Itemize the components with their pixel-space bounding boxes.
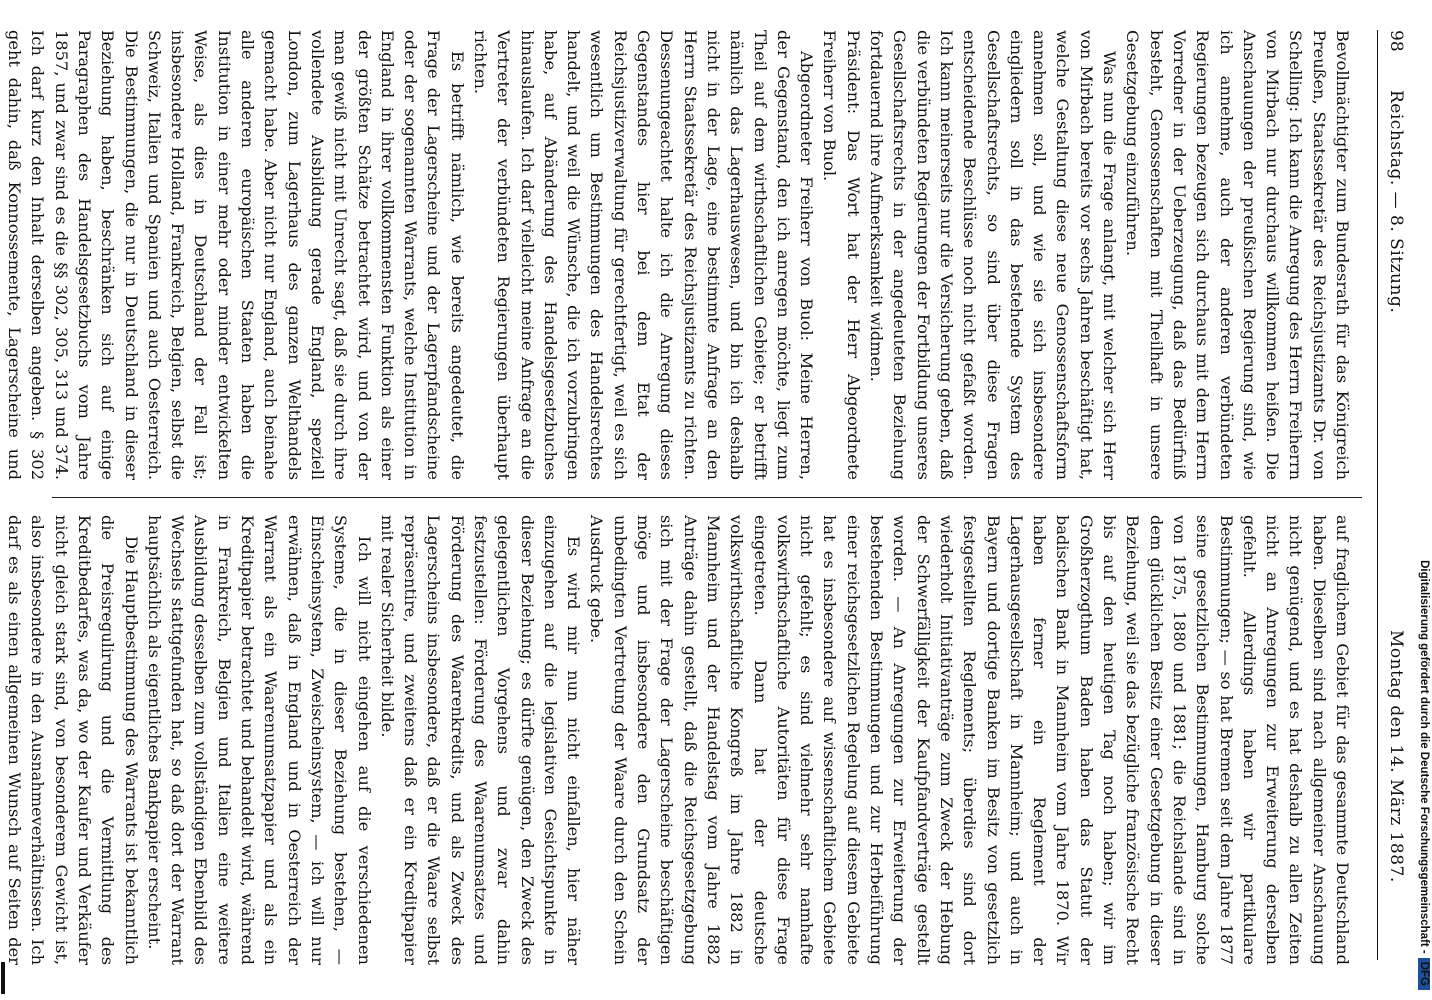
column-divider bbox=[52, 497, 1362, 498]
paragraph: Bevollmächtigter zum Bundesrath für das Königreich Preußen, Staatssekretär des Reichsjustizamts Dr. von Schelling: Ich kann die Anregung des Herrn Freiherrn von Mirbach nur durchaus willkommen heißen. Die Anschauungen der preußischen Regierung sind, wie ich annehme, auch der anderen verbündeten Regierungen bezeugen sich durchaus mit dem Herrn Vorredner in der Ueberzeugung, daß das Bedürfniß besteht, Genossenschaften mit Theilhaft in unsere Gesetzgebung einzuführen. bbox=[1123, 30, 1352, 480]
paragraph: Es betrifft nämlich, wie bereits angedeutet, die Frage der Lagerscheine und der Lagerpfandscheine oder der sogenannten Warrants, welche Institution in England in ihrer vollkommensten Funktion als einer der größten Schätze betrachtet wird, und von der man gewiß nicht mit Unrecht sagt, daß sie durch ihre vollendete Ausbildung gerade England, speziell London, zum Lagerhaus des ganzen Welthandels gemacht habe. Aber nicht nur England, auch beinahe alle anderen europäischen Staaten haben die Institution in einer mehr oder minder entwickelten Weise, als dies in Deutschland der Fall ist; insbesondere Holland, Frankreich, Belgien, selbst die Schweiz, Italien und Spanien und auch Oesterreich. Die Bestimmungen, die nur in Deutschland in dieser Beziehung haben, beschränken sich auf einige Paragraphen des Handelsgesetzbuchs vom Jahre 1857, und zwar sind es die §§ 302, 305, 313 und 374. Ich darf kurz den Inhalt derselben angeben. § 302 geht dahin, daß Konnossemente, Lagerscheine und bbox=[5, 30, 467, 480]
digitization-credit-text bbox=[1412, 10, 1430, 990]
right-column bbox=[5, 515, 1354, 965]
paragraph: auf fraglichem Gebiet für das gesammte Deutschland haben. Dieselben sind nach allgemeiner Anschauung nicht genügend, und es hat deshalb zu allen Zeiten nicht an Anregungen zur Erweiterung derselben gefehlt. Allerdings haben wir partikulare Bestimmungen; — so hat Bremen seit dem Jahre 1877 seine gesetzlichen Bestimmungen, Hamburg solche von 1875, 1880 und 1881; die Reichslande sind in dem glücklichen Besitz einer Gesetzgebung in dieser Beziehung, weil sie das bezügliche französische Recht bis auf den heutigen Tag noch haben; wir im Großherzogthum Baden haben das Statut der badischen Bank in Mannheim vom Jahre 1870. Wir haben ferner ein Reglement der Lagerhausgesellschaft in Mannheim; und auch in Bayern und dortige Banken im Besitz von gesetzlich festgestellten Reglements; überdies sind dort wiederholt Initiativanträge zum Zweck der Hebung der Schwerfälligkeit der Kaufpfandverträge gestellt worden. — An Anregungen zur Erweiterung der bestehenden Bestimmungen und zur Herbeiführung einer reichsgesetzlichen Regelung auf diesem Gebiete hat es insbesondere auf wissenschaftlichem Gebiete nicht gefehlt; es sind vielmehr sehr namhafte volkswirthschaftliche Autoritäten für diese Frage eingetreten. Dann hat der deutsche volkswirthschaftliche Kongreß im Jahre 1882 in Mannheim und der Handelstag vom Jahre 1882 Anträge dahin gestellt, daß die Reichsgesetzgebung sich mit der Frage der Lagerscheine beschäftigen möge und insbesondere den Grundsatz der unbedingten Vertretung der Waare durch den Schein Ausdruck gebe. bbox=[587, 515, 1352, 965]
credit-text: Digitalisierung gefördert durch die Deutsche Forschungsgemeinschaft - bbox=[1418, 560, 1430, 954]
paragraph: Was nun die Frage anlangt, mit welcher sich Herr von Mirbach bereits vor sechs Jahren beschäftigt hat, welche Gestaltung diese neue Genossenschaftsform annehmen soll, und wie sie sich insbesondere eingliedern soll in das bestehende System des Gesellschaftsrechts, so sind über diese Fragen entscheidende Beschlüsse noch nicht gefaßt worden. Ich kann meinerseits nur die Versicherung geben, daß die verbündeten Regierungen der Fortbildung unseres Gesellschaftsrechts in der angedeuteten Beziehung fortdauernd ihre Aufmerksamkeit widmen. bbox=[867, 30, 1120, 480]
header-rule bbox=[1377, 30, 1378, 960]
paragraph: Es wird mir nun nicht einfallen, hier näher einzugehen auf die legislativen Gesichtspunkte in dieser Beziehung; es dürfte genügen, den Zweck des gelegentlichen Vorgehens und zwar dahin festzustellen: Förderung des Waarenumsatzes und Förderung des Waarenkredits, und als Zweck des Lagerscheins insbesondere, daß er die Waare selbst repräsentire, und zweitens daß er ein Kreditpapier mit realer Sicherheit bilde. bbox=[377, 515, 584, 965]
page-number: 98 bbox=[1386, 30, 1406, 52]
header-left-title: Reichstag. — 8. Sitzung. bbox=[1386, 90, 1406, 314]
paragraph: Präsident: Das Wort hat der Herr Abgeordnete Freiherr von Buol. bbox=[820, 30, 863, 480]
header-right-title: Montag den 14. März 1887. bbox=[1386, 630, 1406, 883]
running-header bbox=[1374, 30, 1414, 960]
left-column bbox=[5, 30, 1354, 480]
dfg-logo: DFG bbox=[1418, 958, 1430, 990]
paragraph: Ich will nicht eingehen auf die verschiedenen Systeme, die in dieser Beziehung bestehen, — Einscheinsystem, Zweischeinsystem, — ich will nur erwähnen, daß in England und in Oesterreich der Warrant als ein Waarenumsatzpapier und als ein Kreditpapier betrachtet und behandelt wird, während in Frankreich, Belgien und Italien eine weitere Ausbildung desselben zum vollständigen Ebenbild des Wechsels stattgefunden hat, so daß dort der Warrant hauptsächlich als eigentliches Bankpapier erscheint. bbox=[144, 515, 374, 965]
scan-edge-mark bbox=[1, 962, 5, 994]
paragraph: Die Hauptbestimmung des Warrants ist bekanntlich die Preisregulirung und die Vermittlung des Kreditbedarfes, was da, wo der Kaufer und Verkäufer nicht gleich stark sind, von besonderem Gewicht ist, also insbesondere in den Ausnahmeverhältnissen. Ich darf es als einen allgemeinen Wunsch auf Seiten der bbox=[5, 515, 141, 965]
paragraph: Abgeordneter Freiherr von Buol: Meine Herren, der Gegenstand, den ich anregen möchte, liegt zum Theil auf dem wirthschaftlichen Gebiete; er betrifft nämlich das Lagerhauswesen, und bin ich deshalb nicht in der Lage, eine bestimmte Anfrage an den Herrn Staatssekretär des Reichsjustizamts zu richten. Dessenungeachtet halte ich die Anregung dieses Gegenstandes hier bei dem Etat der Reichsjustizverwaltung für gerechtfertigt, weil es sich wesentlich um Bestimmungen des Handelsrechtes handelt, und weil die Wünsche, die ich vorzubringen habe, auf Abänderung des Handelsgesetzbuches hinauslaufen. Ich darf vielleicht meine Anfrage an die Vertreter der verbündeten Regierungen überhaupt richten. bbox=[471, 30, 817, 480]
digitization-credit bbox=[1412, 10, 1430, 990]
